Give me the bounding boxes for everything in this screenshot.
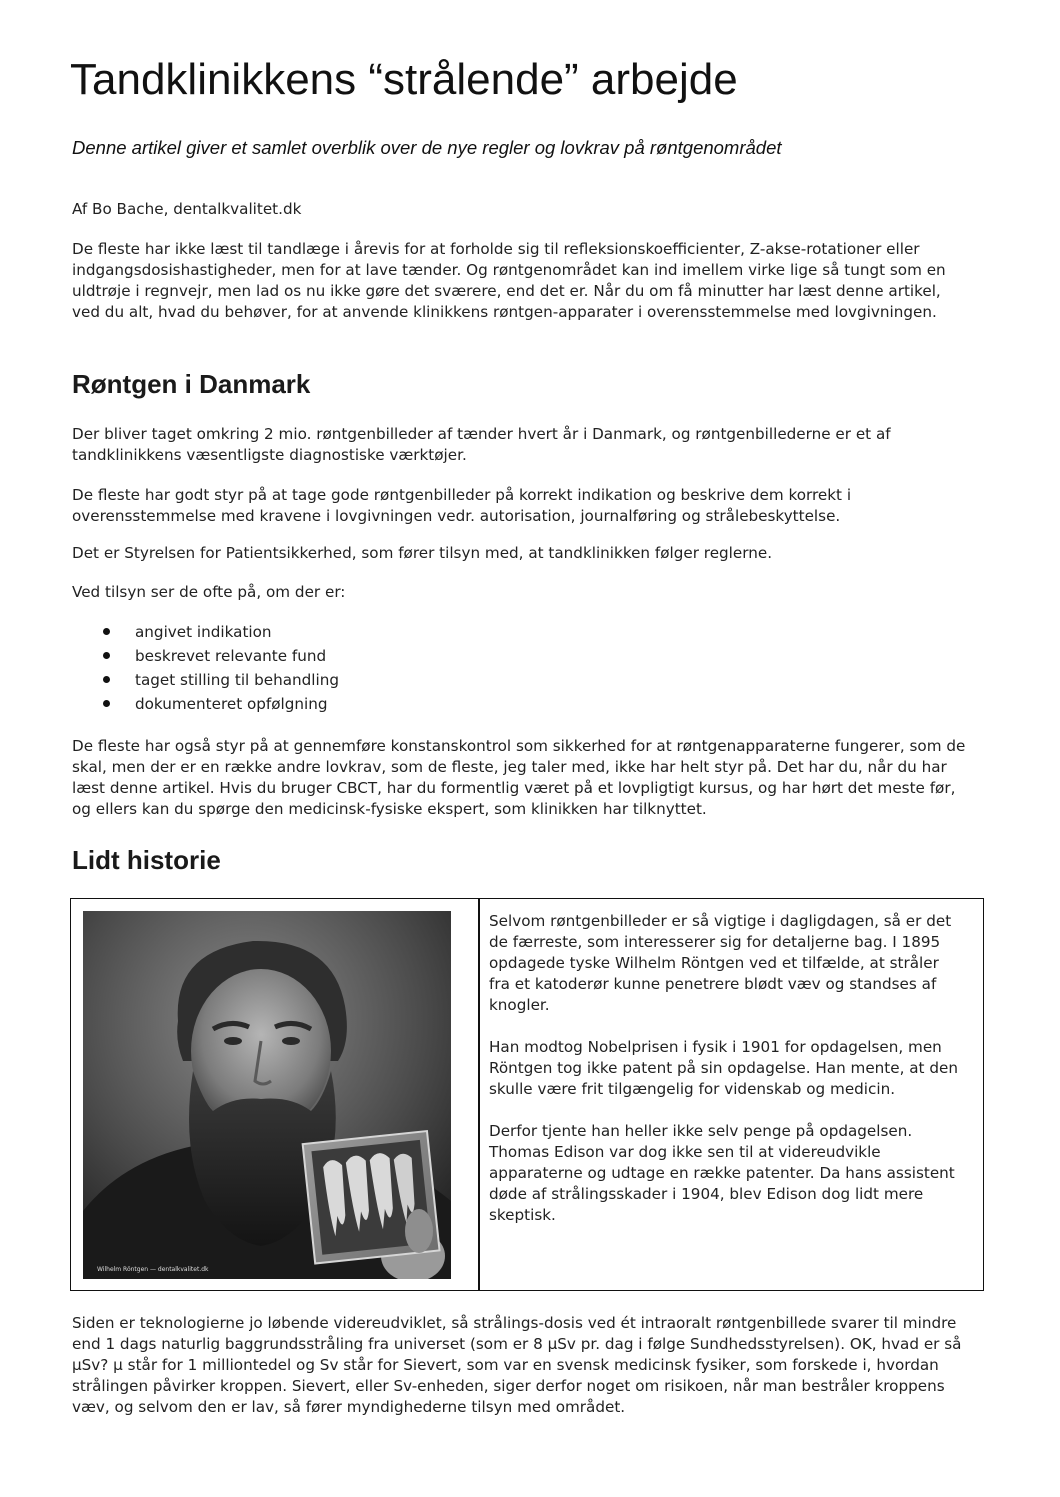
bullet-icon bbox=[103, 700, 110, 707]
history-paragraph-nobel: Han modtog Nobelprisen i fysik i 1901 for opdagelsen, men Röntgen tog ikke patent på sin opdagelse. Han mente, at den skulle være frit tilgængelig for videnskab og medicin. bbox=[489, 1038, 958, 1098]
bullet-icon bbox=[103, 652, 110, 659]
photo-credit: Wilhelm Röntgen — dentalkvalitet.dk bbox=[97, 1266, 209, 1273]
paragraph-xray-count: Der bliver taget omkring 2 mio. røntgenbilleder af tænder hvert år i Danmark, og røntgenbillederne er et af tandklinikkens væsentligste diagnostiske værktøjer. bbox=[72, 425, 891, 464]
history-paragraph-discovery: Selvom røntgenbilleder er så vigtige i dagligdagen, så er det de færreste, som interesserer sig for detaljerne bag. I 1895 opdagede tyske Wilhelm Röntgen ved et tilfælde, at stråler fra et katoderør kunne penetrere blødt væv og standses af knogler. bbox=[489, 912, 952, 1014]
list-item: angivet indikation bbox=[100, 620, 700, 644]
history-text-cell bbox=[489, 911, 961, 1247]
article-subtitle: Denne artikel giver et samlet overblik over de nye regler og lovkrav på røntgenområdet bbox=[72, 137, 782, 158]
paragraph-good-control: De fleste har godt styr på at tage gode røntgenbilleder på korrekt indikation og beskrive dem korrekt i overensstemmelse med kravene i lovgivningen vedr. autorisation, journalføring og strålebeskyttelse. bbox=[72, 486, 852, 525]
history-table bbox=[70, 898, 984, 1291]
bullet-icon bbox=[103, 676, 110, 683]
paragraph-inspection-intro: Ved tilsyn ser de ofte på, om der er: bbox=[72, 583, 346, 601]
history-paragraph-edison: Derfor tjente han heller ikke selv penge på opdagelsen. Thomas Edison var dog ikke sen til at videreudvikle apparaterne og udtage en række patenter. Da hans assistent døde af strålingsskader i 1904, blev Edison dog lidt mere skeptisk. bbox=[489, 1122, 955, 1224]
inspection-bullet-list bbox=[100, 620, 700, 716]
heading-rontgen-i-danmark: Røntgen i Danmark bbox=[72, 369, 311, 399]
paragraph-supervision: Det er Styrelsen for Patientsikkerhed, som fører tilsyn med, at tandklinikken følger reglerne. bbox=[72, 544, 773, 562]
paragraph-dose-explanation: Siden er teknologierne jo løbende videreudviklet, så strålings-dosis ved ét intraoralt røntgenbillede svarer til mindre end 1 dags naturlig baggrundsstråling fra universet (som er 8 µSv pr. dag i følge Sundhedsstyrelsen). OK, hvad er så µSv? µ står for 1 milliontedel og Sv står for Sievert, som var en svensk medicinsk fysiker, som forskede i, hvordan strålingen påvirker kroppen. Sievert, eller Sv-enheden, siger derfor noget om risikoen, når man bestråler kroppens væv, og selvom den er lav, så fører myndighederne tilsyn med området. bbox=[72, 1314, 962, 1416]
byline: Af Bo Bache, dentalkvalitet.dk bbox=[72, 200, 302, 218]
list-item: beskrevet relevante fund bbox=[100, 644, 700, 668]
list-item: taget stilling til behandling bbox=[100, 668, 700, 692]
heading-lidt-historie: Lidt historie bbox=[72, 845, 221, 875]
article-title: Tandklinikkens “strålende” arbejde bbox=[70, 55, 738, 104]
paragraph-constancy-check: De fleste har også styr på at gennemføre konstanskontrol som sikkerhed for at røntgenapparaterne fungerer, som de skal, men der er en række andre lovkrav, som de fleste, jeg taler med, ikke har helt styr på. Det har du, når du har læst denne artikel. Hvis du bruger CBCT, har du formentlig været på et lovpligtigt kursus, og har hørt det meste før, og ellers kan du spørge den medicinsk-fysiske ekspert, som klinikken har tilknyttet. bbox=[72, 737, 966, 818]
list-item: dokumenteret opfølgning bbox=[100, 692, 700, 716]
table-column-divider bbox=[478, 899, 480, 1290]
bullet-icon bbox=[103, 628, 110, 635]
rontgen-portrait-image bbox=[83, 911, 451, 1279]
intro-paragraph: De fleste har ikke læst til tandlæge i årevis for at forholde sig til refleksionskoefficienter, Z-akse-rotationer eller indgangsdosishastigheder, men for at lave tænder. Og røntgenområdet kan ind imellem virke lige så tungt som en uldtrøje i regnvejr, men lad os nu ikke gøre det sværere, end det er. Når du om få minutter har læst denne artikel, ved du alt, hvad du behøver, for at anvende klinikkens røntgen-apparater i overensstemmelse med lovgivningen. bbox=[72, 240, 946, 321]
